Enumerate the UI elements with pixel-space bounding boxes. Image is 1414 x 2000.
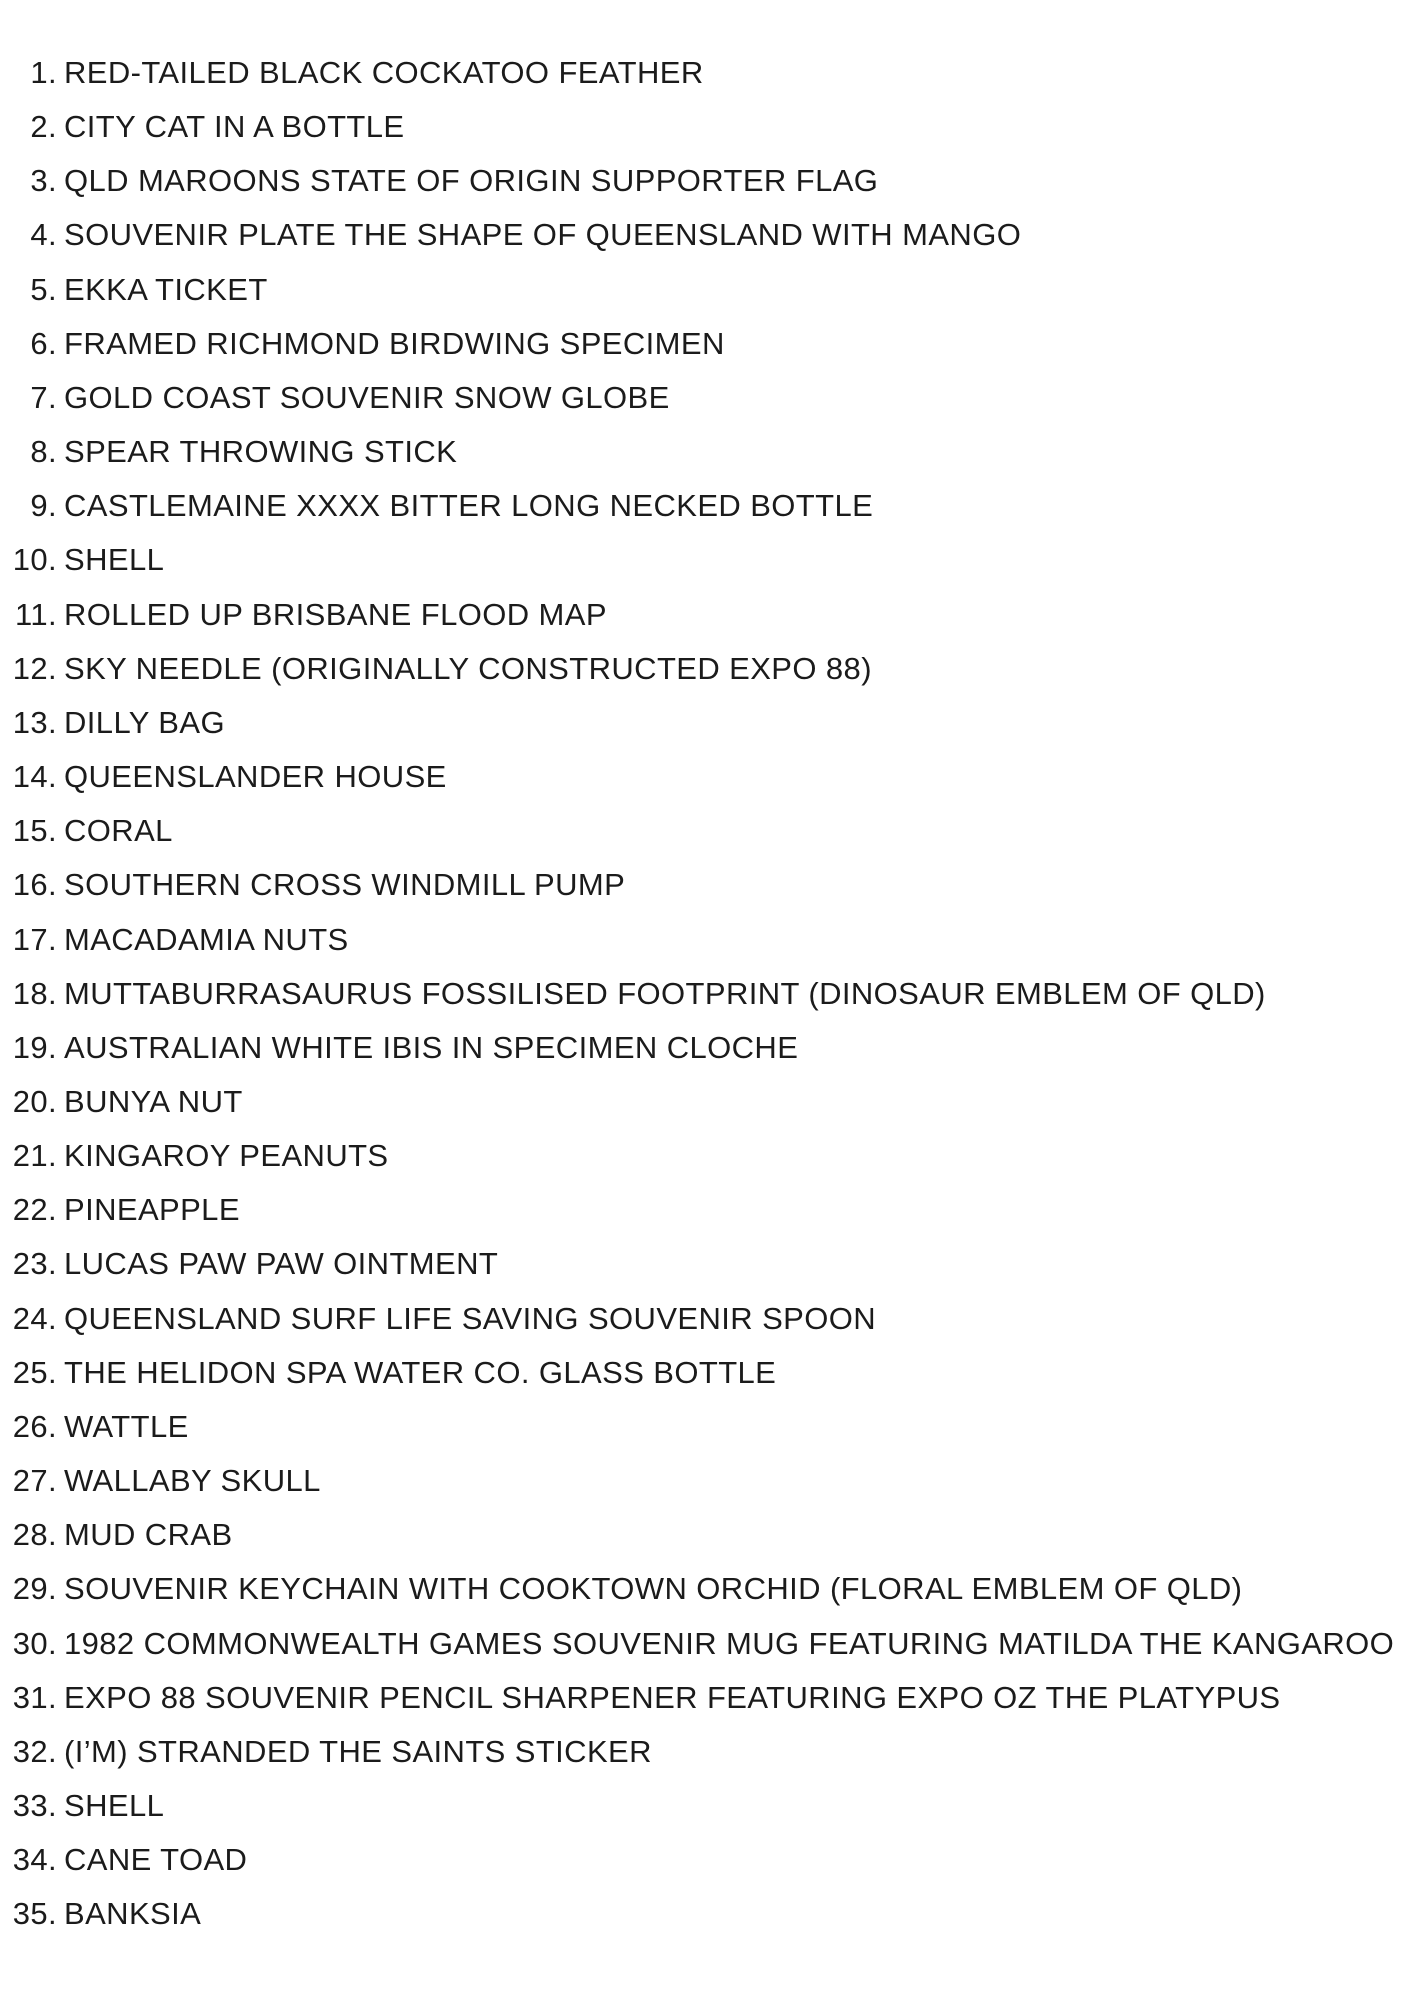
list-item-text: FRAMED RICHMOND BIRDWING SPECIMEN xyxy=(64,325,725,361)
list-item-number: 24. xyxy=(12,1300,57,1336)
list-item xyxy=(0,208,1414,262)
list-item-text: SOUVENIR PLATE THE SHAPE OF QUEENSLAND WITH MANGO xyxy=(64,217,1022,253)
list-item-number: 12. xyxy=(12,650,57,686)
list-item-text: CASTLEMAINE XXXX BITTER LONG NECKED BOTTLE xyxy=(64,488,874,524)
list-item-text: KINGAROY PEANUTS xyxy=(64,1138,389,1174)
list-item xyxy=(0,1508,1414,1562)
list-item-number: 18. xyxy=(12,975,57,1011)
list-item-number: 16. xyxy=(12,867,57,903)
list-item-number: 32. xyxy=(12,1733,57,1769)
list-item-text: (I’M) STRANDED THE SAINTS STICKER xyxy=(64,1733,652,1769)
list-item-number: 33. xyxy=(12,1788,57,1823)
list-item-number: 35. xyxy=(12,1896,57,1932)
list-item xyxy=(0,696,1414,750)
list-item-text: PINEAPPLE xyxy=(64,1192,240,1228)
list-item xyxy=(0,1400,1414,1454)
list-item xyxy=(0,263,1414,317)
list-item-number: 9. xyxy=(30,488,57,524)
list-item-number: 30. xyxy=(12,1625,57,1661)
list-item-text: CANE TOAD xyxy=(64,1842,248,1878)
list-item-number: 34. xyxy=(12,1842,57,1878)
list-item xyxy=(0,1183,1414,1237)
list-item xyxy=(0,913,1414,967)
list-item xyxy=(0,1346,1414,1400)
list-item xyxy=(0,1237,1414,1291)
list-item-text: WATTLE xyxy=(64,1408,189,1444)
list-item xyxy=(0,154,1414,208)
list-item-text: QUEENSLANDER HOUSE xyxy=(64,759,447,795)
list-item-text: ROLLED UP BRISBANE FLOOD MAP xyxy=(64,596,607,632)
list-item-text: SHELL xyxy=(64,1788,165,1823)
list-item-number: 4. xyxy=(30,217,57,253)
list-item-text: GOLD COAST SOUVENIR SNOW GLOBE xyxy=(64,379,670,415)
list-item xyxy=(0,1021,1414,1075)
list-item-number: 19. xyxy=(12,1029,57,1065)
list-item-text: SOUTHERN CROSS WINDMILL PUMP xyxy=(64,867,626,903)
list-item-text: MACADAMIA NUTS xyxy=(64,921,349,957)
list-item xyxy=(0,1562,1414,1616)
list-item xyxy=(0,967,1414,1021)
list-item-text: QUEENSLAND SURF LIFE SAVING SOUVENIR SPOON xyxy=(64,1300,877,1336)
list-item-number: 1. xyxy=(30,55,57,90)
list-item-number: 10. xyxy=(12,542,57,578)
list-item xyxy=(0,1075,1414,1129)
list-item-text: MUD CRAB xyxy=(64,1517,233,1553)
list-item-number: 29. xyxy=(12,1571,57,1607)
list-item xyxy=(0,533,1414,587)
list-item-number: 2. xyxy=(30,109,57,145)
list-item-text: EKKA TICKET xyxy=(64,271,268,307)
list-item-text: AUSTRALIAN WHITE IBIS IN SPECIMEN CLOCHE xyxy=(64,1029,799,1065)
list-item xyxy=(0,1725,1414,1779)
list-item xyxy=(0,642,1414,696)
list-item-number: 20. xyxy=(12,1083,57,1119)
list-item-number: 17. xyxy=(12,921,57,957)
souvenir-list xyxy=(0,46,1414,1941)
list-item xyxy=(0,804,1414,858)
list-item-number: 28. xyxy=(12,1517,57,1553)
list-item xyxy=(0,1833,1414,1887)
list-item-number: 6. xyxy=(30,325,57,361)
list-item-number: 31. xyxy=(12,1679,57,1715)
list-item-text: CITY CAT IN A BOTTLE xyxy=(64,109,405,145)
list-item-number: 15. xyxy=(12,813,57,849)
list-item xyxy=(0,425,1414,479)
list-item-text: SKY NEEDLE (ORIGINALLY CONSTRUCTED EXPO 88) xyxy=(64,650,872,686)
list-item xyxy=(0,750,1414,804)
list-item xyxy=(0,1129,1414,1183)
list-item-number: 13. xyxy=(12,704,57,740)
list-item-number: 5. xyxy=(30,271,57,307)
list-item xyxy=(0,1671,1414,1725)
list-item-number: 7. xyxy=(30,379,57,415)
list-item-text: 1982 COMMONWEALTH GAMES SOUVENIR MUG FEATURING MATILDA THE KANGAROO xyxy=(64,1625,1395,1661)
list-item-text: LUCAS PAW PAW OINTMENT xyxy=(64,1246,499,1282)
list-item xyxy=(0,371,1414,425)
list-item xyxy=(0,1887,1414,1941)
list-item-number: 23. xyxy=(12,1246,57,1282)
list-item-text: QLD MAROONS STATE OF ORIGIN SUPPORTER FLAG xyxy=(64,163,879,199)
list-item xyxy=(0,1292,1414,1346)
list-item xyxy=(0,1617,1414,1671)
list-item-number: 3. xyxy=(30,163,57,199)
list-item-text: BUNYA NUT xyxy=(64,1083,243,1119)
list-item-text: DILLY BAG xyxy=(64,704,225,740)
list-item-text: THE HELIDON SPA WATER CO. GLASS BOTTLE xyxy=(64,1354,777,1390)
list-item-text: SHELL xyxy=(64,542,165,578)
list-item-text: CORAL xyxy=(64,813,173,849)
list-item xyxy=(0,1454,1414,1508)
list-item xyxy=(0,479,1414,533)
list-item-text: EXPO 88 SOUVENIR PENCIL SHARPENER FEATURING EXPO OZ THE PLATYPUS xyxy=(64,1679,1281,1715)
list-item-number: 25. xyxy=(12,1354,57,1390)
list-item-number: 22. xyxy=(12,1192,57,1228)
list-item-number: 26. xyxy=(12,1408,57,1444)
list-item-number: 27. xyxy=(12,1463,57,1499)
list-item xyxy=(0,46,1414,100)
list-item-text: BANKSIA xyxy=(64,1896,202,1932)
list-item-number: 11. xyxy=(15,596,57,632)
list-item-text: WALLABY SKULL xyxy=(64,1463,321,1499)
list-item-number: 8. xyxy=(30,434,57,470)
list-item-text: SOUVENIR KEYCHAIN WITH COOKTOWN ORCHID (FLORAL EMBLEM OF QLD) xyxy=(64,1571,1243,1607)
list-item-number: 14. xyxy=(12,759,57,795)
list-item-number: 21. xyxy=(12,1138,57,1174)
list-item xyxy=(0,1779,1414,1833)
list-item-text: SPEAR THROWING STICK xyxy=(64,434,458,470)
list-item xyxy=(0,588,1414,642)
list-item-text: RED-TAILED BLACK COCKATOO FEATHER xyxy=(64,55,704,90)
list-item-text: MUTTABURRASAURUS FOSSILISED FOOTPRINT (DINOSAUR EMBLEM OF QLD) xyxy=(64,975,1266,1011)
list-item xyxy=(0,858,1414,912)
list-item xyxy=(0,100,1414,154)
list-item xyxy=(0,317,1414,371)
